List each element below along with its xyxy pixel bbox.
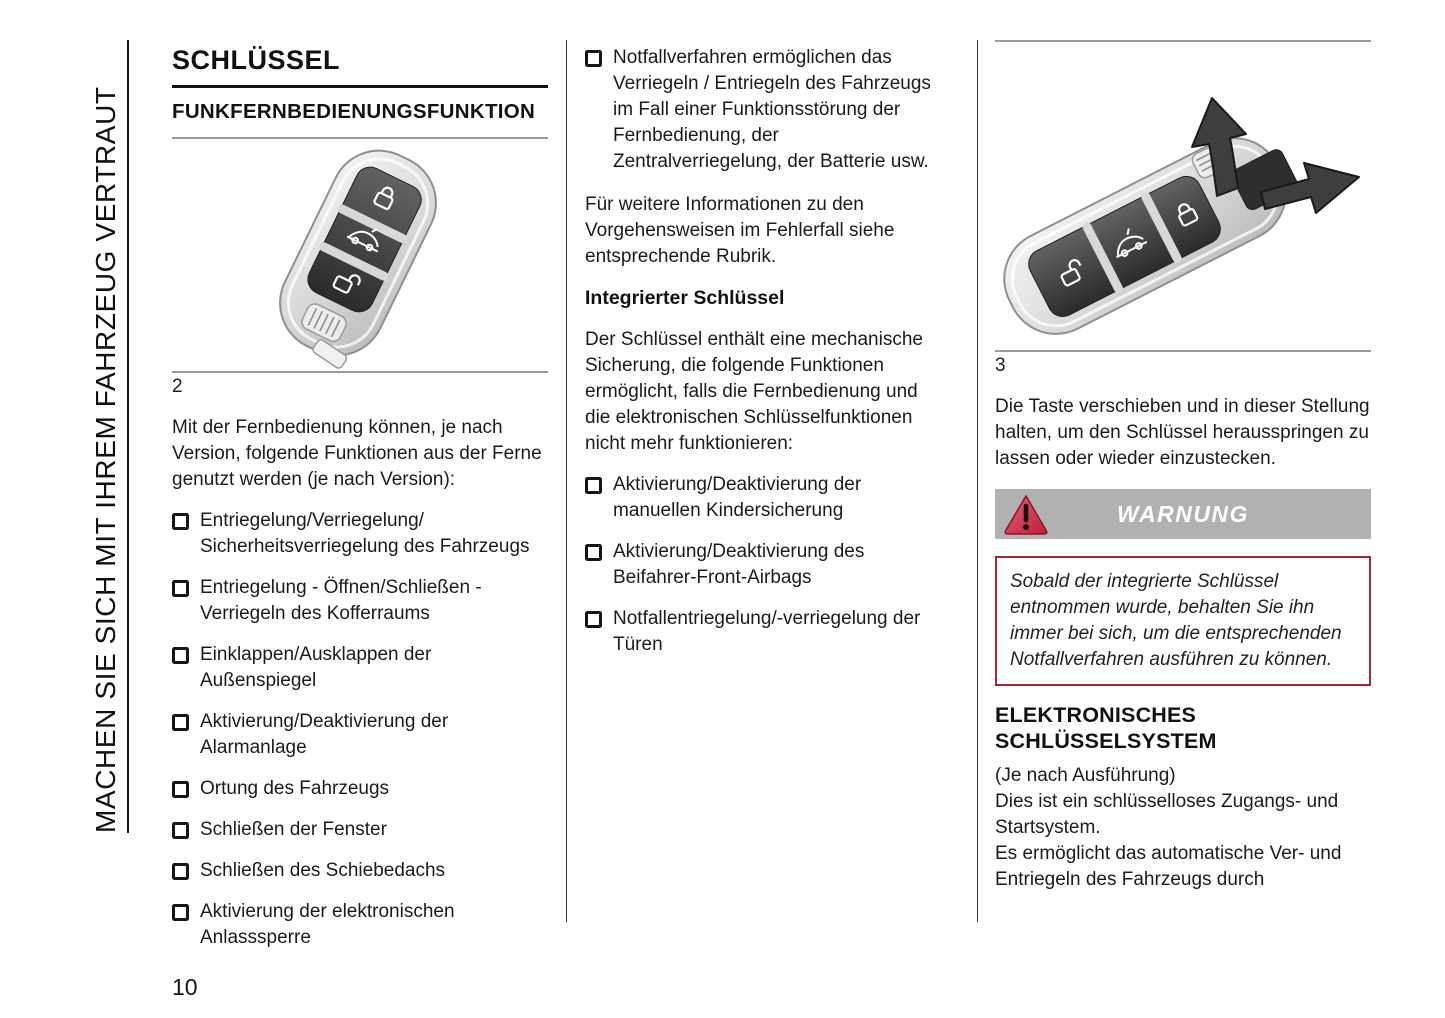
mechanical-functions-list bbox=[585, 472, 941, 658]
warning-triangle-icon bbox=[1003, 493, 1049, 535]
checkbox-bullet-icon bbox=[172, 904, 189, 921]
checkbox-bullet-icon bbox=[585, 611, 602, 628]
integrated-key-heading: Integrierter Schlüssel bbox=[585, 287, 785, 309]
integrated-key-paragraph: Der Schlüssel enthält eine mechanische Sicherung, die folgende Funktionen ermöglicht, falls die Fernbedienung und die elektronischen Schlüsselfunktionen nicht mehr funktionieren: bbox=[585, 329, 923, 454]
figure-remote-key bbox=[172, 139, 548, 373]
key-release-paragraph: Die Taste verschieben und in dieser Stellung halten, um den Schlüssel herausspringen zu lassen oder wieder einzustecken. bbox=[995, 396, 1370, 469]
left-column bbox=[172, 45, 548, 951]
list-item: Ortung des Fahrzeugs bbox=[172, 776, 548, 802]
middle-column bbox=[585, 45, 941, 658]
warning-banner bbox=[995, 489, 1371, 539]
checkbox-bullet-icon bbox=[585, 50, 602, 67]
list-item: Aktivierung/Deaktivierung des Beifahrer-Front-Airbags bbox=[585, 539, 941, 591]
remote-functions-list bbox=[172, 508, 548, 951]
list-item: Aktivierung der elektronischen Anlasssperre bbox=[172, 899, 548, 951]
column-divider-right bbox=[977, 40, 978, 922]
list-item: Notfallverfahren ermöglichen das Verriegeln / Entriegeln des Fahrzeugs im Fall einer Funktionsstörung der Fernbedienung, der Zentralverriegelung, der Batterie usw. bbox=[585, 45, 941, 175]
key-with-arrows-image bbox=[995, 46, 1371, 346]
list-item: Notfallentriegelung/-verriegelung der Türen bbox=[585, 606, 941, 658]
checkbox-bullet-icon bbox=[172, 513, 189, 530]
list-item: Aktivierung/Deaktivierung der Alarmanlage bbox=[172, 709, 548, 761]
checkbox-bullet-icon bbox=[585, 544, 602, 561]
list-item: Entriegelung - Öffnen/Schließen - Verriegeln des Kofferraums bbox=[172, 575, 548, 627]
page-number: 10 bbox=[172, 974, 198, 1000]
list-item: Aktivierung/Deaktivierung der manuellen Kindersicherung bbox=[585, 472, 941, 524]
paragraph-line: Dies ist ein schlüsselloses Zugangs- und Startsystem. bbox=[995, 791, 1339, 838]
list-item: Einklappen/Ausklappen der Außenspiegel bbox=[172, 642, 548, 694]
emergency-functions-list bbox=[585, 45, 941, 175]
paragraph-line: (Je nach Ausführung) bbox=[995, 765, 1176, 786]
warning-text: Sobald der integrierte Schlüssel entnommen wurde, behalten Sie ihn immer bei sich, um die entsprechenden Notfallverfahren ausführen zu können. bbox=[1010, 571, 1342, 670]
checkbox-bullet-icon bbox=[172, 647, 189, 664]
checkbox-bullet-icon bbox=[172, 714, 189, 731]
intro-paragraph: Mit der Fernbedienung können, je nach Version, folgende Funktionen aus der Ferne genutzt werden (je nach Version): bbox=[172, 417, 542, 490]
paragraph-line: Es ermöglicht das automatische Ver- und Entriegeln des Fahrzeugs durch bbox=[995, 843, 1342, 890]
electronic-key-heading: ELEKTRONISCHES SCHLÜSSELSYSTEM bbox=[995, 703, 1217, 753]
list-item: Entriegelung/Verriegelung/ Sicherheitsverriegelung des Fahrzeugs bbox=[172, 508, 548, 560]
right-column bbox=[995, 40, 1371, 893]
checkbox-bullet-icon bbox=[172, 580, 189, 597]
remote-key-image bbox=[172, 141, 548, 369]
section-title: SCHLÜSSEL bbox=[172, 45, 548, 88]
figure-key-release bbox=[995, 40, 1371, 352]
chapter-vertical-title: MACHEN SIE SICH MIT IHREM FAHRZEUG VERTRAUT bbox=[90, 86, 121, 833]
list-item: Schließen des Schiebedachs bbox=[172, 858, 548, 884]
checkbox-bullet-icon bbox=[172, 781, 189, 798]
checkbox-bullet-icon bbox=[172, 822, 189, 839]
subsection-title: FUNKFERNBEDIENUNGSFUNKTION bbox=[172, 100, 548, 139]
column-divider-left bbox=[566, 40, 567, 922]
checkbox-bullet-icon bbox=[585, 477, 602, 494]
sidebar-rule bbox=[127, 40, 129, 833]
checkbox-bullet-icon bbox=[172, 863, 189, 880]
figure-caption: 2 bbox=[172, 376, 183, 397]
warning-label: WARNUNG bbox=[1117, 500, 1249, 527]
warning-box bbox=[995, 556, 1371, 686]
list-item: Schließen der Fenster bbox=[172, 817, 548, 843]
info-paragraph: Für weitere Informationen zu den Vorgehensweisen im Fehlerfall siehe entsprechende Rubrik. bbox=[585, 194, 895, 267]
figure-caption: 3 bbox=[995, 355, 1006, 376]
